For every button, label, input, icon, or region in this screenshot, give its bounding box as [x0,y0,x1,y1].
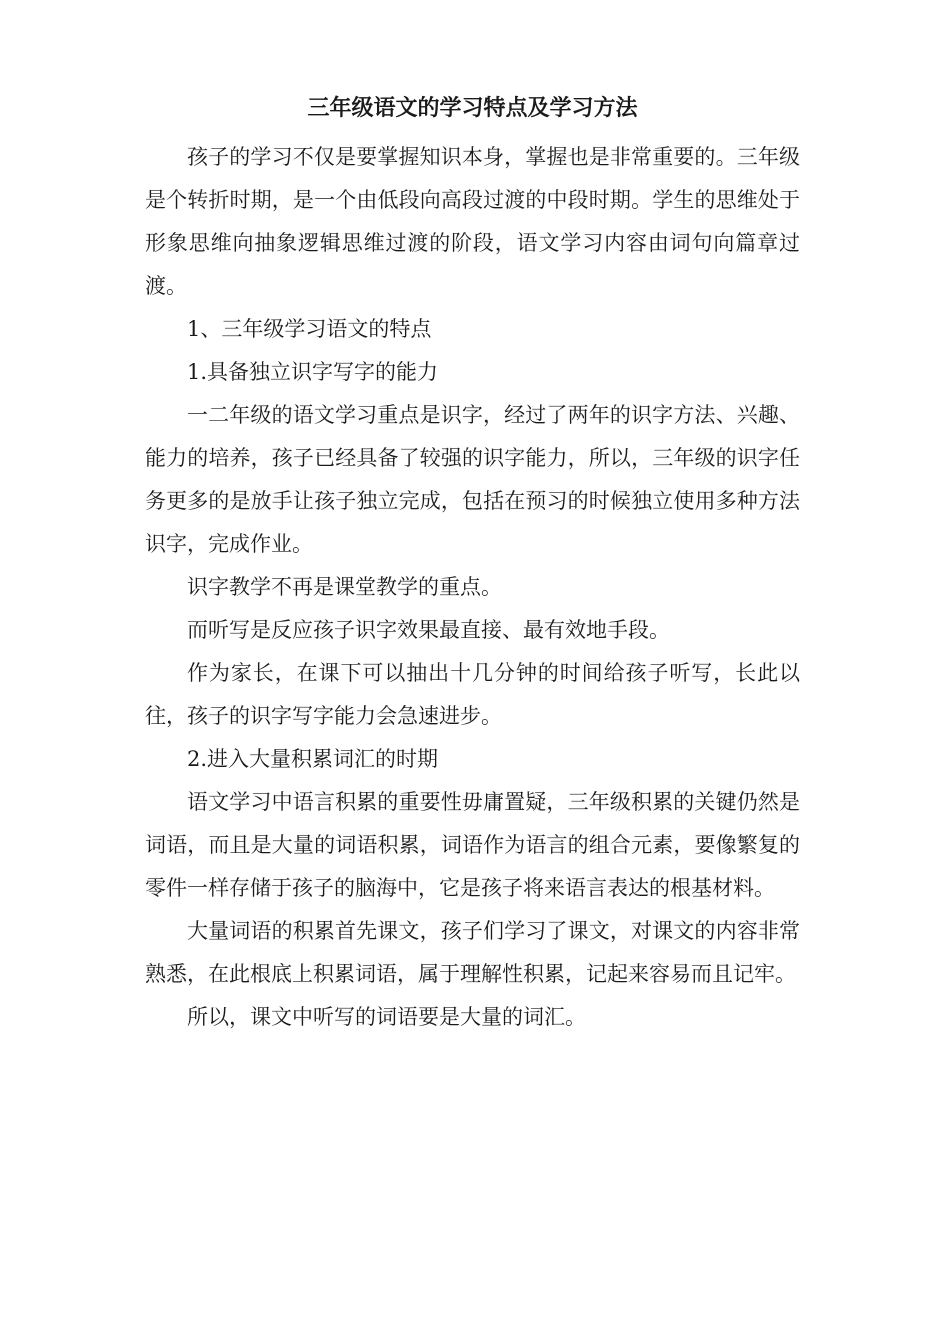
paragraph: 所以，课文中听写的词语要是大量的词汇。 [187,1005,586,1029]
paragraph: 识字教学不再是课堂教学的重点。 [187,575,502,599]
paragraph: 大量词语的积累首先课文，孩子们学习了课文，对课文的内容非常熟悉，在此根底上积累词语，属于理解性积累，记起来容易而且记牢。 [145,919,800,986]
paragraph: 语文学习中语言积累的重要性毋庸置疑，三年级积累的关键仍然是词语，而且是大量的词语积累，词语作为语言的组合元素，要像繁复的零件一样存储于孩子的脑海中，它是孩子将来语言表达的根基材料。 [145,790,800,900]
paragraph: 而听写是反应孩子识字效果最直接、最有效地手段。 [187,618,670,642]
section-heading-1: 1、三年级学习语文的特点 [187,317,432,341]
subheading-1: 1.具备独立识字写字的能力 [187,360,439,384]
document-title: 三年级语文的学习特点及学习方法 [307,96,638,121]
paragraph: 一二年级的语文学习重点是识字，经过了两年的识字方法、兴趣、能力的培养，孩子已经具备了较强的识字能力，所以，三年级的识字任务更多的是放手让孩子独立完成，包括在预习的时候独立使用多种方法识字，完成作业。 [145,403,800,556]
paragraph-intro: 孩子的学习不仅是要掌握知识本身，掌握也是非常重要的。三年级是个转折时期，是一个由低段向高段过渡的中段时期。学生的思维处于形象思维向抽象逻辑思维过渡的阶段，语文学习内容由词句向篇章过渡。 [145,145,800,298]
paragraph: 作为家长，在课下可以抽出十几分钟的时间给孩子听写，长此以往，孩子的识字写字能力会急速进步。 [145,661,800,728]
subheading-2: 2.进入大量积累词汇的时期 [187,747,439,771]
